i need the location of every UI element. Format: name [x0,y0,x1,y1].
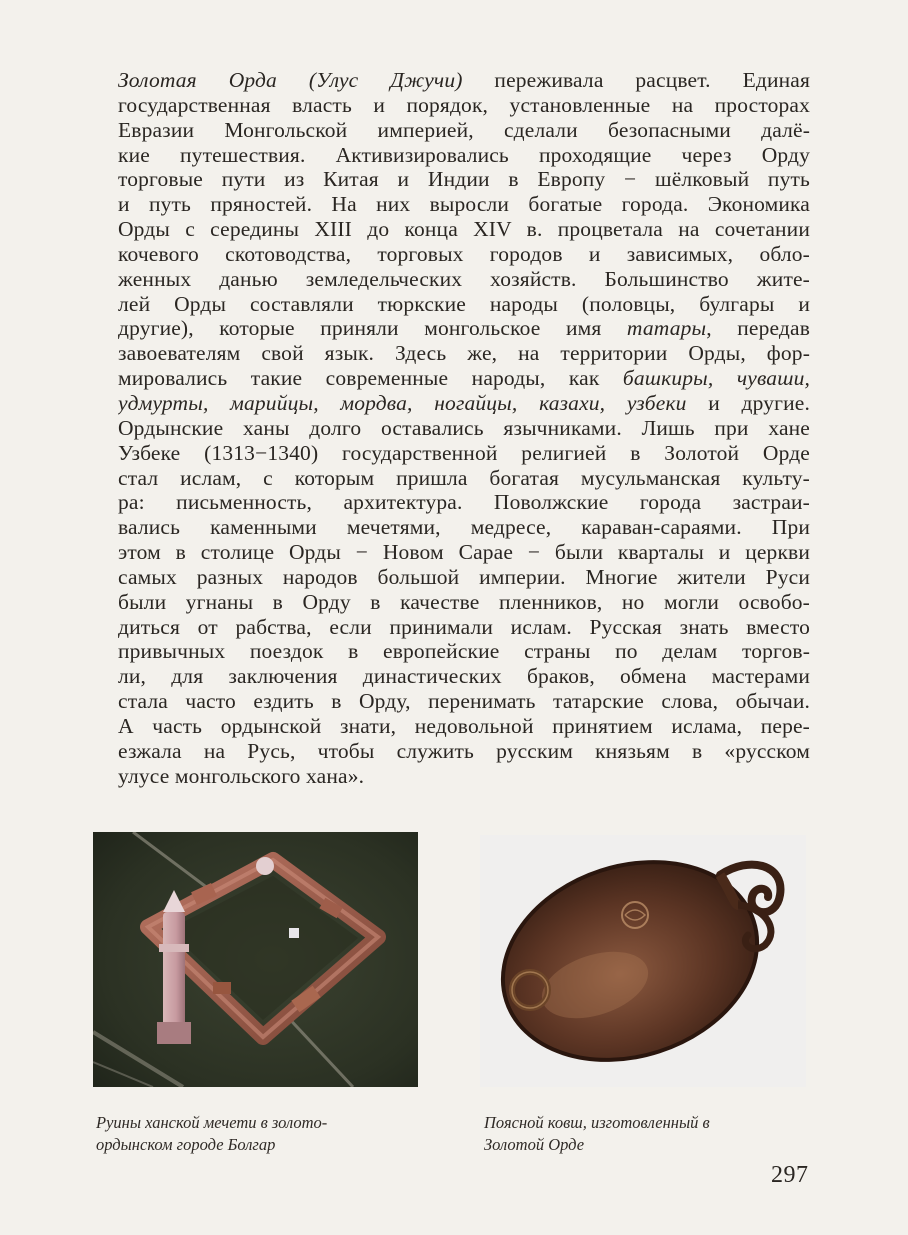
text-line [118,664,810,689]
text-run: Узбеке (1313−1340) государственной религией в Золотой Орде [118,440,810,465]
left-caption-line: ордынском городе Болгар [96,1135,276,1154]
text-run: ли, для заключения династических браков, обмена мастерами [118,664,810,689]
text-line [118,118,810,143]
text-line [118,217,810,242]
text-run: государственная власть и порядок, установленные на просторах [118,92,810,117]
text-line [118,167,810,192]
text-line [118,615,810,640]
right-figure-caption [484,1112,804,1156]
text-run: привычных поездок в европейские страны по делам торгов- [118,639,810,664]
text-run: и другие. [686,390,810,415]
text-run: другие), которые приняли монгольское имя [118,316,627,341]
text-run: этом в столице Орды − Новом Сарае − были кварталы и церкви [118,540,810,565]
text-run: кочевого скотоводства, торговых городов и зависимых, обло- [118,241,810,266]
italic-term: Золотая Орда (Улус Джучи) [118,68,463,92]
text-line [118,639,810,664]
text-line [118,490,810,515]
text-run: женных данью земледельческих хозяйств. Большинство жите- [118,266,810,291]
text-line [118,341,810,366]
right-caption-line: Поясной ковш, изготовленный в [484,1113,710,1132]
italic-term: башкиры, чуваши, [622,366,810,391]
text-line [118,242,810,267]
italic-term: удмурты, марийцы, мордва, ногайцы, казахи, узбеки [118,390,687,415]
text-line [118,292,810,317]
text-run: завоевателям свой язык. Здесь же, на территории Орды, фор- [118,341,810,366]
text-run: были угнаны в Орду в качестве пленников, но могли освобо- [118,589,810,614]
text-line [118,764,810,789]
text-run: переживала расцвет. Единая [462,68,810,92]
text-line [118,267,810,292]
text-run: стала часто ездить в Орду, перенимать татарские слова, обычаи. [118,689,810,714]
text-run: лей Орды составляли тюркские народы (половцы, булгары и [118,291,810,316]
text-line [118,590,810,615]
text-line [118,689,810,714]
text-run: мировались такие современные народы, как [118,366,623,391]
text-run: торговые пути из Китая и Индии в Европу − шёлковый путь [118,167,810,192]
page-number: 297 [771,1162,809,1188]
belt-ladle-photo [480,835,806,1087]
text-run: и путь пряностей. На них выросли богатые города. Экономика [118,192,810,217]
text-run: ра: письменность, архитектура. Поволжские города застраи- [118,490,810,515]
text-run: , передав [706,316,810,341]
text-line [118,714,810,739]
right-caption-line: Золотой Орде [484,1135,585,1154]
text-line [118,739,810,764]
text-run: кие путешествия. Активизировались проходящие через Орду [118,142,810,167]
text-line [118,515,810,540]
text-run: Орды с середины XIII до конца XIV в. процветала на сочетании [118,217,810,242]
left-caption-line: Руины ханской мечети в золото- [96,1113,328,1132]
text-line [118,93,810,118]
text-run: самых разных народов большой империи. Многие жители Руси [118,564,810,589]
text-run: стал ислам, с которым пришла богатая мусульманская культу- [118,465,810,490]
text-run: улусе монгольского хана». [118,763,365,788]
text-run: Евразии Монгольской империей, сделали безопасными далё- [118,117,810,142]
text-run: А часть ордынской знати, недовольной принятием ислама, пере- [118,713,810,738]
text-run: диться от рабства, если принимали ислам. Русская знать вместо [118,614,810,639]
text-line [118,391,810,416]
text-line [118,416,810,441]
text-run: езжала на Русь, чтобы служить русским князьям в «русском [118,738,810,763]
left-figure-caption [96,1112,426,1156]
italic-term: татары [626,316,707,341]
text-line [118,68,810,93]
text-line [118,316,810,341]
mosque-ruins-photo [93,832,418,1087]
body-text [118,68,810,788]
text-line [118,143,810,168]
text-run: вались каменными мечетями, медресе, караван-сараями. При [118,515,810,540]
text-line [118,366,810,391]
text-line [118,540,810,565]
text-line [118,466,810,491]
text-run: Ордынские ханы долго оставались язычниками. Лишь при хане [118,415,810,440]
text-line [118,192,810,217]
text-line [118,565,810,590]
text-line [118,441,810,466]
